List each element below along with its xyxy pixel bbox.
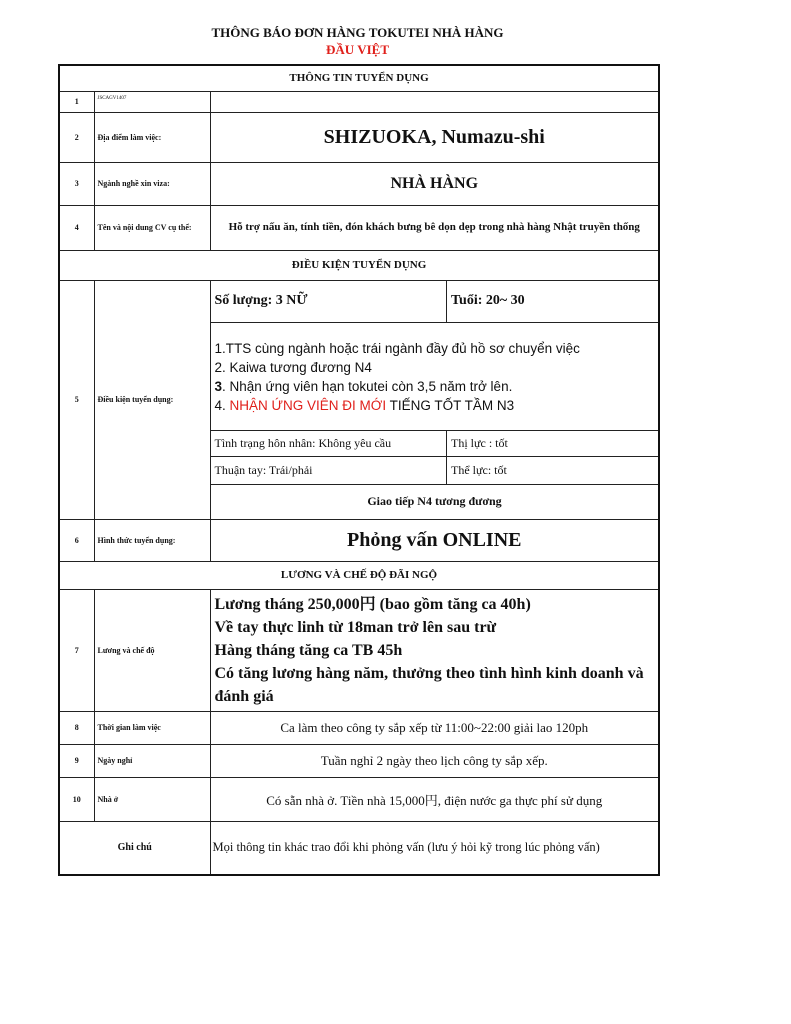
requirement-4-highlight: NHẬN ỨNG VIÊN ĐI MỚI — [229, 397, 387, 413]
table-row — [59, 112, 659, 162]
row-number: 1 — [59, 91, 94, 112]
row-number: 3 — [59, 162, 94, 205]
table-row — [59, 519, 659, 561]
salary-details — [210, 589, 659, 711]
row-number: 9 — [59, 744, 94, 777]
marital-status: Tình trạng hôn nhân: Không yêu cầu — [211, 431, 447, 457]
physical-fitness: Thể lực: tốt — [447, 457, 659, 485]
job-description-value: Hỗ trợ nấu ăn, tính tiền, đón khách bưng bê dọn dẹp trong nhà hàng Nhật truyền thống — [210, 205, 659, 250]
salary-line-4: Có tăng lương hàng năm, thưởng theo tình hình kinh doanh và đánh giá — [214, 664, 644, 705]
company-name: ĐẦU VIỆT — [326, 42, 389, 57]
table-row — [59, 205, 659, 250]
job-description-label: Tên và nội dung CV cụ thể: — [94, 205, 210, 250]
salary-line-3: Hàng tháng tăng ca TB 45h — [214, 641, 403, 659]
section-recruitment-conditions: ĐIỀU KIỆN TUYỂN DỤNG — [59, 250, 659, 280]
conditions-grid — [211, 281, 659, 519]
section-salary-benefits: LƯƠNG VÀ CHẾ ĐỘ ĐÃI NGỘ — [59, 561, 659, 589]
recruitment-method-value: Phỏng vấn ONLINE — [210, 519, 659, 561]
working-hours-value: Ca làm theo công ty sắp xếp từ 11:00~22:00 giải lao 120ph — [210, 711, 659, 744]
days-off-label: Ngày nghỉ — [94, 744, 210, 777]
requirement-4 — [215, 396, 655, 415]
table-row — [59, 744, 659, 777]
requirement-3-text: . Nhận ứng viên hạn tokutei còn 3,5 năm trở lên. — [222, 378, 513, 394]
notes-value: Mọi thông tin khác trao đổi khi phỏng vấn (lưu ý hỏi kỹ trong lúc phỏng vấn) — [210, 821, 659, 875]
communication-level: Giao tiếp N4 tương đương — [367, 494, 502, 509]
recruitment-method-label: Hình thức tuyển dụng: — [94, 519, 210, 561]
salary-label: Lương và chế độ — [94, 589, 210, 711]
requirements-list — [211, 323, 659, 431]
housing-label: Nhà ở — [94, 777, 210, 821]
section-recruitment-info: THÔNG TIN TUYỂN DỤNG — [59, 65, 659, 91]
conditions-label: Điều kiện tuyển dụng: — [94, 280, 210, 519]
salary-line-1: Lương tháng 250,000円 (bao gồm tăng ca 40h) — [214, 595, 531, 613]
requirement-2: 2. Kaiwa tương đương N4 — [214, 359, 372, 375]
requirement-4-suffix: TIẾNG TỐT TẦM N3 — [386, 397, 515, 413]
job-code: JSCAGV1407 — [94, 91, 210, 112]
table-row — [59, 162, 659, 205]
quantity: Số lượng: 3 NỮ — [211, 281, 447, 323]
row-number: 4 — [59, 205, 94, 250]
document-title: THÔNG BÁO ĐƠN HÀNG TOKUTEI NHÀ HÀNG — [211, 25, 504, 40]
job-code-value — [210, 91, 659, 112]
row-number: 8 — [59, 711, 94, 744]
table-row — [59, 91, 659, 112]
row-number: 5 — [59, 280, 94, 519]
visa-occupation-value: NHÀ HÀNG — [210, 162, 659, 205]
salary-line-2: Về tay thực linh từ 18man trở lên sau trừ — [214, 618, 497, 636]
row-number: 7 — [59, 589, 94, 711]
requirement-1: 1.TTS cùng ngành hoặc trái ngành đầy đủ hồ sơ chuyển việc — [214, 340, 580, 356]
work-location-value: SHIZUOKA, Numazu-shi — [210, 112, 659, 162]
table-row — [59, 280, 659, 519]
row-number: 2 — [59, 112, 94, 162]
eyesight: Thị lực : tốt — [447, 431, 659, 457]
requirement-4-prefix: 4. — [214, 397, 230, 413]
work-location-label: Địa điểm làm việc: — [94, 112, 210, 162]
row-number: 10 — [59, 777, 94, 821]
handedness: Thuận tay: Trái/phải — [211, 457, 447, 485]
table-row — [59, 589, 659, 711]
visa-occupation-label: Ngành nghề xin viza: — [94, 162, 210, 205]
table-row — [59, 711, 659, 744]
table-row — [59, 821, 659, 875]
notes-label: Ghi chú — [59, 821, 210, 875]
working-hours-label: Thời gian làm việc — [94, 711, 210, 744]
days-off-value: Tuần nghỉ 2 ngày theo lịch công ty sắp xếp. — [210, 744, 659, 777]
requirement-3 — [215, 377, 655, 396]
row-number: 6 — [59, 519, 94, 561]
job-order-table — [58, 64, 660, 876]
age-range: Tuổi: 20~ 30 — [447, 281, 659, 323]
housing-value: Có sẵn nhà ở. Tiền nhà 15,000円, điện nước ga thực phí sử dụng — [210, 777, 659, 821]
table-row — [59, 777, 659, 821]
requirement-3-number: 3 — [214, 378, 223, 394]
